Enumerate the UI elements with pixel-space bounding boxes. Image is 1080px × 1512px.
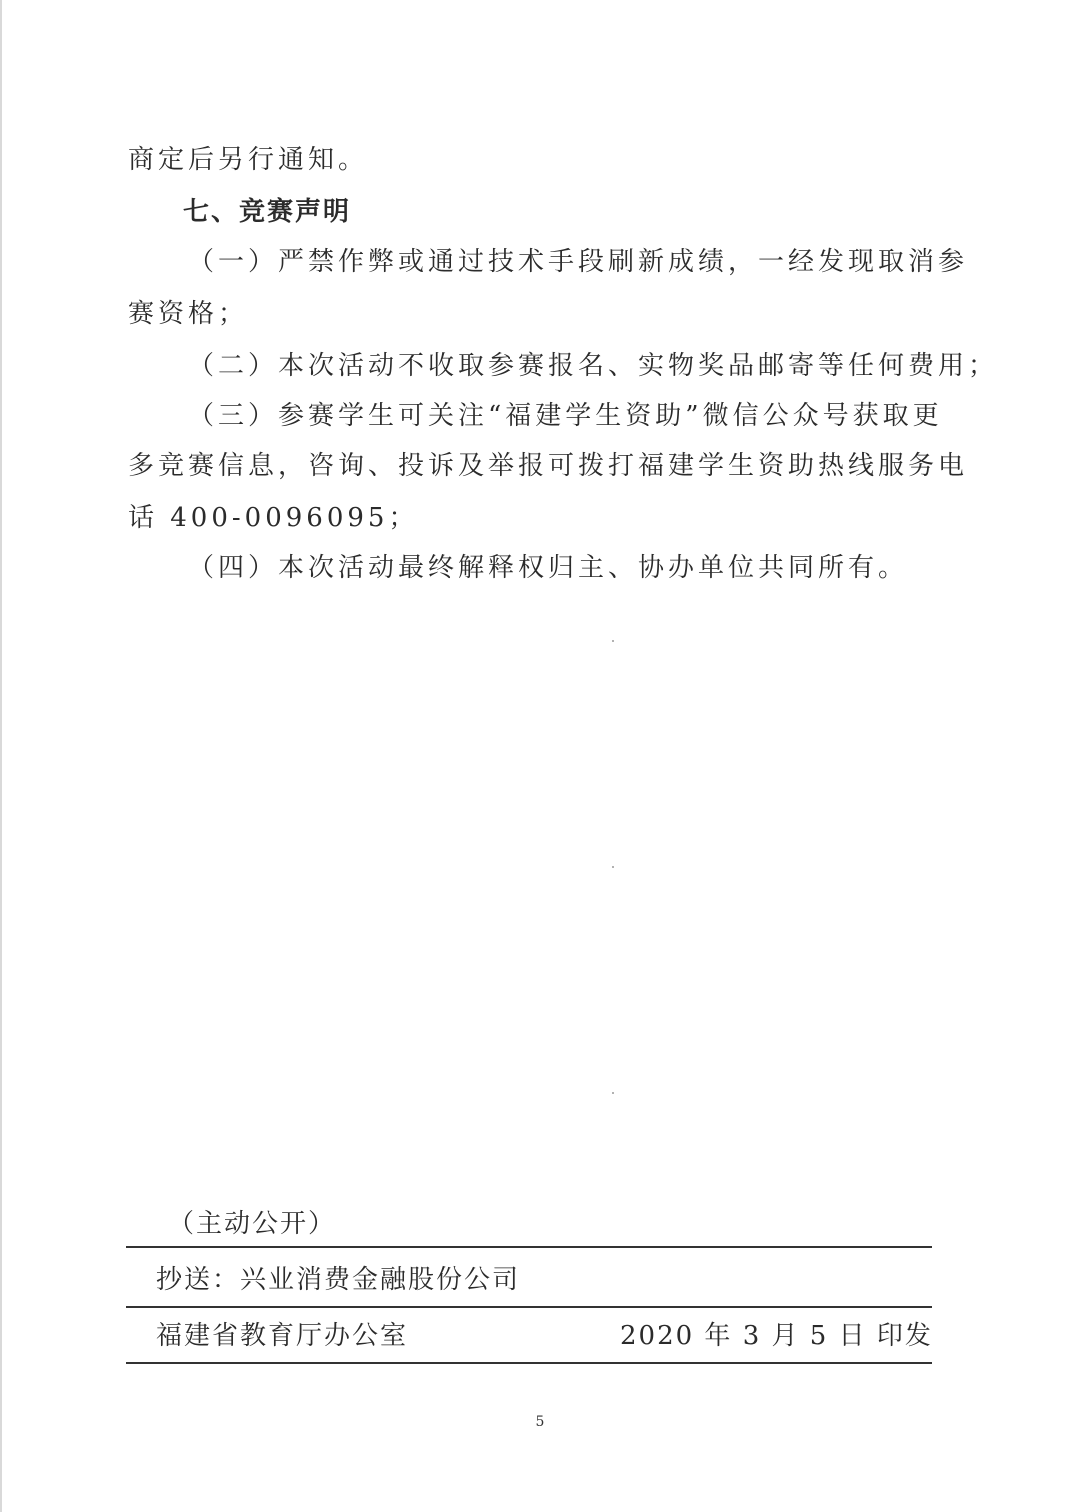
footer-rule-bottom	[126, 1362, 932, 1364]
section-heading: 七、竞赛声明	[183, 197, 352, 227]
item-2: （二）本次活动不收取参赛报名、实物奖品邮寄等任何费用；	[188, 351, 999, 381]
item-3-line-1: （三）参赛学生可关注“福建学生资助”微信公众号获取更	[188, 401, 943, 431]
item-3-line-3: 话 400-0096095；	[128, 503, 419, 533]
scan-speck	[612, 1092, 614, 1094]
item-4: （四）本次活动最终解释权归主、协办单位共同所有。	[188, 553, 909, 583]
scan-speck	[612, 640, 614, 642]
cc-line: 抄送：兴业消费金融股份公司	[156, 1265, 521, 1295]
page-number: 5	[535, 1414, 545, 1430]
footer-rule-top	[126, 1246, 932, 1248]
item-1-line-2: 赛资格；	[128, 299, 249, 329]
page-edge	[0, 0, 2, 1512]
issuer-name: 福建省教育厅办公室	[156, 1321, 409, 1351]
item-3-line-2: 多竞赛信息，咨询、投诉及举报可拨打福建学生资助热线服务电	[128, 451, 969, 481]
disclosure-label: （主动公开）	[168, 1209, 337, 1239]
footer-rule-middle	[126, 1306, 932, 1308]
item-1-line-1: （一）严禁作弊或通过技术手段刷新成绩，一经发现取消参	[188, 247, 969, 277]
paragraph-continuation: 商定后另行通知。	[128, 145, 369, 175]
issue-date: 2020 年 3 月 5 日 印发	[620, 1321, 933, 1351]
scan-speck	[612, 866, 614, 868]
